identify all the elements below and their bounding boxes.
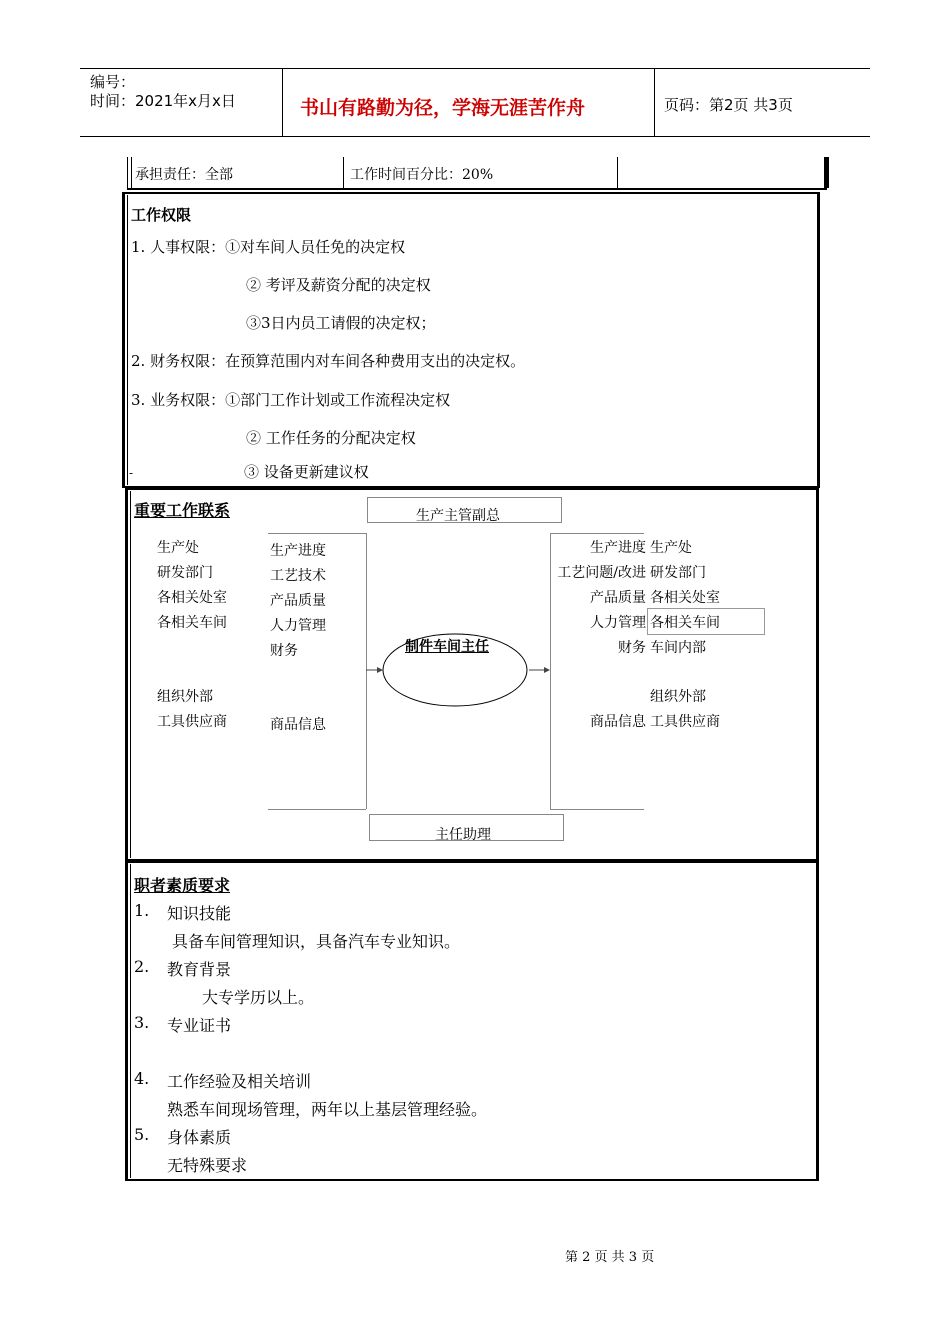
qual-heading: 工作经验及相关培训 [167, 1072, 312, 1091]
qual-number: 2. [134, 957, 150, 976]
qual-number: 5. [134, 1125, 150, 1144]
relations-title: 重要工作联系 [134, 501, 231, 520]
header-time-label: 时间：2021年x月x日 [90, 92, 236, 110]
bracket-line [550, 533, 644, 534]
header-divider [282, 68, 283, 136]
authority-line: ② 工作任务的分配决定权 [246, 429, 416, 447]
cell-divider [131, 157, 132, 188]
left-topic: 工艺技术 [270, 568, 326, 584]
left-topic: 人力管理 [270, 618, 326, 634]
right-party: 各相关处室 [650, 590, 720, 606]
right-topic: 生产进度 [590, 540, 646, 556]
assistant-box [369, 814, 564, 841]
authority-line: ② 考评及薪资分配的决定权 [246, 276, 431, 294]
supervisor-box [367, 497, 562, 523]
left-party: 研发部门 [157, 565, 213, 581]
qual-detail: 熟悉车间现场管理，两年以上基层管理经验。 [167, 1100, 488, 1119]
qual-detail: 大专学历以上。 [202, 988, 315, 1007]
right-topic: 商品信息 [590, 714, 646, 730]
right-topic: 工艺问题/改进 [557, 565, 646, 581]
responsibility-scope: 承担责任：全部 [135, 167, 233, 183]
inner-border [130, 864, 131, 1178]
header-number-label: 编号： [90, 73, 136, 91]
authority-line: 1. 人事权限：①对车间人员任免的决定权 [131, 238, 406, 256]
left-topic: 产品质量 [270, 593, 326, 609]
qual-number: 3. [134, 1013, 150, 1032]
authority-title: 工作权限 [131, 206, 192, 224]
right-party: 各相关车间 [650, 615, 720, 631]
cell-divider [827, 157, 829, 188]
center-role: 制件车间主任 [405, 639, 489, 655]
qual-heading: 教育背景 [167, 960, 232, 979]
qual-heading: 专业证书 [167, 1016, 232, 1035]
inner-border [127, 195, 128, 485]
qual-heading: 知识技能 [167, 904, 232, 923]
qual-number: 4. [134, 1069, 150, 1088]
header-motto: 书山有路勤为径，学海无涯苦作舟 [300, 97, 586, 119]
time-percent: 工作时间百分比：20% [350, 167, 494, 183]
bracket-line [550, 809, 644, 810]
header-page-label: 页码：第2页 共3页 [664, 96, 793, 114]
authority-line: ③ 设备更新建议权 [244, 463, 369, 481]
authority-line: 3. 业务权限：①部门工作计划或工作流程决定权 [131, 391, 451, 409]
qual-heading: 身体素质 [167, 1128, 232, 1147]
bracket-line [268, 809, 366, 810]
assistant-label: 主任助理 [435, 827, 491, 841]
right-party: 组织外部 [650, 689, 706, 705]
left-topic: 财务 [270, 643, 298, 659]
right-topic: 产品质量 [590, 590, 646, 606]
inner-border [130, 491, 131, 858]
right-party: 研发部门 [650, 565, 706, 581]
qual-detail: 具备车间管理知识，具备汽车专业知识。 [172, 932, 461, 951]
header-divider [654, 68, 655, 136]
right-party: 工具供应商 [650, 714, 720, 730]
header-top-rule [80, 68, 870, 69]
bracket-line [268, 533, 366, 534]
right-party: 生产处 [650, 540, 692, 556]
left-party: 各相关处室 [157, 590, 227, 606]
stray-mark: - [129, 466, 134, 480]
cell-divider [343, 157, 344, 188]
authority-line: 2. 财务权限：在预算范围内对车间各种费用支出的决定权。 [131, 352, 526, 370]
left-topic: 生产进度 [270, 543, 326, 559]
left-party: 工具供应商 [157, 714, 227, 730]
left-arrow-head [377, 667, 383, 673]
qual-number: 1. [134, 901, 150, 920]
footer-page-number: 第 2 页 共 3 页 [565, 1250, 655, 1265]
right-topic: 人力管理 [590, 615, 646, 631]
left-topic: 商品信息 [270, 717, 326, 733]
left-party: 生产处 [157, 540, 199, 556]
left-party: 组织外部 [157, 689, 213, 705]
qual-detail: 无特殊要求 [167, 1156, 248, 1175]
right-party: 车间内部 [650, 640, 706, 656]
qualifications-title: 职者素质要求 [134, 876, 231, 895]
left-party: 各相关车间 [157, 615, 227, 631]
authority-line: ③3日内员工请假的决定权； [246, 314, 436, 332]
right-topic: 财务 [618, 640, 646, 656]
header-bottom-rule [80, 136, 870, 137]
cell-divider [617, 157, 618, 188]
right-arrow-head [544, 667, 550, 673]
supervisor-label: 生产主管副总 [416, 508, 500, 523]
